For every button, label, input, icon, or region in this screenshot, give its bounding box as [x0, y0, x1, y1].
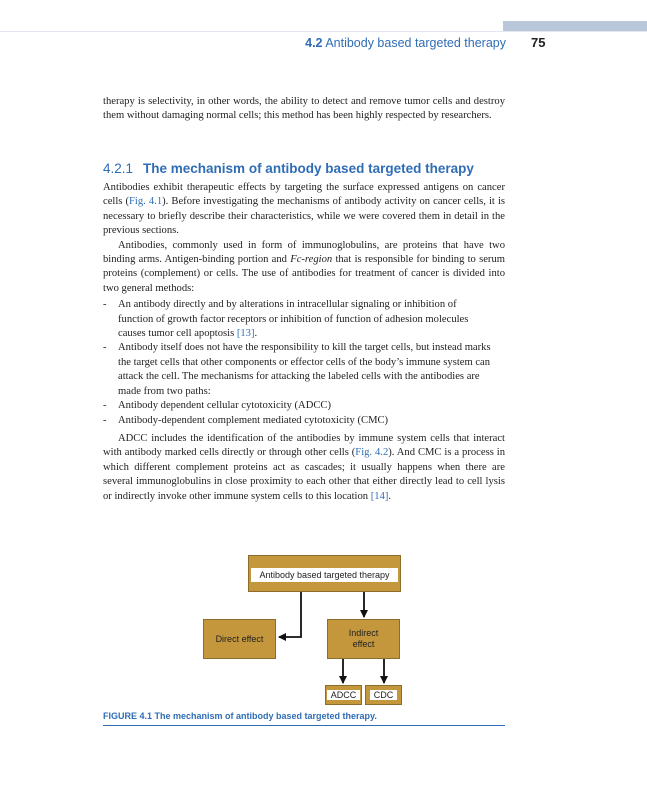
figure-4-1-diagram — [103, 553, 505, 708]
node-cdc-label: CDC — [370, 690, 398, 700]
intro-paragraph: therapy is selectivity, in other words, the ability to detect and remove tumor cells and destroy them without damaging normal cells; this method has been highly respected by researchers. — [103, 96, 505, 122]
header-rule — [0, 31, 647, 32]
running-head-section-number: 4.2 — [305, 36, 323, 50]
list-item — [103, 341, 505, 399]
figure-4-1-link[interactable]: Fig. 4.1 — [129, 196, 163, 208]
list-item — [103, 298, 505, 341]
node-antibody-therapy — [248, 555, 401, 592]
page-number: 75 — [531, 35, 546, 50]
list-item-text: Antibody-dependent complement mediated cytotoxicity (CMC) — [118, 414, 389, 426]
paragraph-2 — [103, 239, 505, 297]
node-indirect-effect-label-line2: effect — [352, 639, 375, 649]
intro-block — [103, 95, 505, 124]
list-item-punct: . — [254, 328, 258, 340]
paragraph-3-text-middle: ). And CMC is a process in which different complement proteins act as cascades; it usually happens when there are several immunoglobulins in close proximity to each other that either directly lead to cell lysis or indirectly invoke other immune system cells to this location — [103, 447, 505, 502]
list-item — [103, 399, 505, 413]
paragraph-2-text-end: that is responsible for binding to serum proteins (complement) or cells. The use of antibodies for treatment of cancer is divided into two general methods: — [103, 254, 505, 294]
paragraph-3-punct: . — [388, 490, 392, 502]
section-title: The mechanism of antibody based targeted therapy — [143, 161, 474, 176]
list-item-text: Antibody itself does not have the responsibility to kill the target cells, but instead marks the target cells that other components or effector cells of the body’s immune system can attack the cell. The mechanisms for attacking the labeled cells with the antibodies are made from two paths: — [118, 342, 491, 397]
node-cdc — [365, 685, 402, 705]
paragraph-1-text: Antibodies exhibit therapeutic effects by targeting the surface expressed antigens on cancer cells ( — [103, 182, 505, 208]
node-adcc-label: ADCC — [327, 690, 361, 700]
section-body — [103, 181, 505, 504]
paragraph-3 — [103, 432, 505, 504]
paragraph-1-text-end: ). Before investigating the mechanisms of antibody activity on cancer cells, it is necessary to briefly describe their characteristics, while we were covered them in detail in the previous sections. — [103, 196, 506, 237]
list-item-text: Antibody dependent cellular cytotoxicity (ADCC) — [118, 400, 332, 412]
figure-4-2-link[interactable]: Fig. 4.2 — [355, 447, 389, 459]
paragraph-2-text: Antibodies, commonly used in form of immunoglobulins, are proteins that have two binding arms. Antigen-binding portion and — [103, 239, 505, 266]
header-accent-bar — [503, 21, 647, 31]
running-head-title: Antibody based targeted therapy — [325, 36, 506, 50]
list-item-text: An antibody directly and by alterations in intracellular signaling or inhibition of function of growth factor receptors or inhibition of function of adhesion molecules causes tumor cell apoptosis — [118, 299, 469, 340]
section-heading — [103, 161, 505, 176]
running-head — [305, 36, 506, 50]
section-number: 4.2.1 — [103, 161, 134, 176]
node-direct-effect-label: Direct effect — [215, 634, 264, 644]
node-adcc — [325, 685, 362, 705]
paragraph-3-text: ADCC includes the identification of the antibodies by immune system cells that interact with antibody marked cells directly or through other cells ( — [103, 432, 505, 459]
node-indirect-effect — [327, 619, 400, 659]
fc-region-term: Fc-region — [290, 254, 333, 266]
node-indirect-effect-label-line1: Indirect — [348, 628, 379, 638]
paragraph-1 — [103, 181, 505, 239]
arrow-to-direct-effect — [279, 592, 301, 637]
methods-list — [103, 298, 505, 428]
node-antibody-therapy-label: Antibody based targeted therapy — [251, 568, 398, 582]
node-direct-effect — [203, 619, 276, 659]
citation-14-link[interactable]: [14] — [370, 490, 389, 502]
figure-caption: FIGURE 4.1 The mechanism of antibody based targeted therapy. — [103, 711, 377, 721]
caption-rule — [103, 725, 505, 726]
citation-13-link[interactable]: [13] — [236, 328, 255, 340]
list-item — [103, 414, 505, 428]
